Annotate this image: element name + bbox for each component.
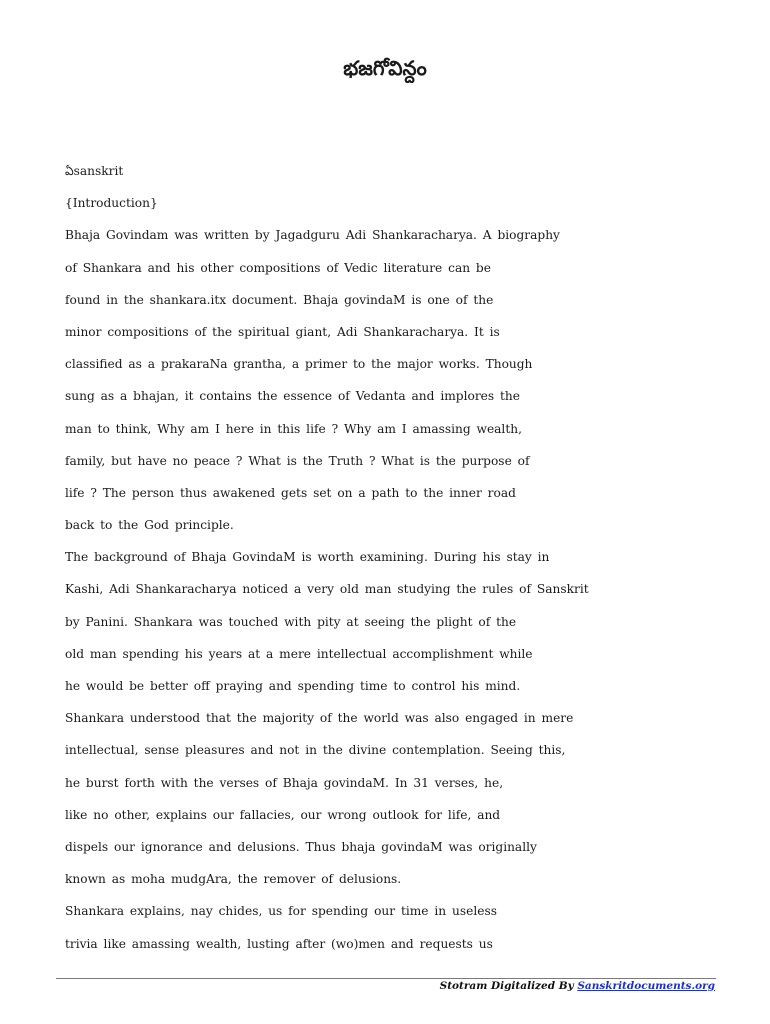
footer bbox=[440, 980, 715, 992]
footer-link[interactable]: Sanskritdocuments.org bbox=[577, 980, 715, 992]
footer-prefix: Stotram Digitalized By bbox=[439, 980, 578, 992]
text-line: classified as a prakaraNa grantha, a primer to the major works. Though bbox=[65, 357, 533, 372]
text-line: The background of Bhaja GovindaM is worth examining. During his stay in bbox=[65, 550, 550, 565]
text-line: intellectual, sense pleasures and not in the divine contemplation. Seeing this, bbox=[65, 743, 566, 758]
text-line: Shankara explains, nay chides, us for spending our time in useless bbox=[65, 904, 497, 919]
text-line: trivia like amassing wealth, lusting after (wo)men and requests us bbox=[65, 936, 493, 951]
text-line: sung as a bhajan, it contains the essence of Vedanta and implores the bbox=[65, 389, 520, 404]
text-line: he burst forth with the verses of Bhaja govindaM. In 31 verses, he, bbox=[65, 775, 504, 790]
text-line: old man spending his years at a mere intellectual accomplishment while bbox=[65, 646, 533, 661]
text-line: Kashi, Adi Shankaracharya noticed a very old man studying the rules of Sanskrit bbox=[65, 582, 589, 597]
text-line: back to the God principle. bbox=[65, 518, 234, 533]
text-line: he would be better off praying and spending time to control his mind. bbox=[65, 679, 521, 693]
text-line: life ? The person thus awakened gets set on a path to the inner road bbox=[65, 485, 516, 500]
text-line: like no other, explains our fallacies, our wrong outlook for life, and bbox=[65, 807, 501, 822]
text-line: found in the shankara.itx document. Bhaja govindaM is one of the bbox=[65, 292, 494, 307]
footer-divider bbox=[56, 978, 716, 979]
page-title: భజగోవిన్దం bbox=[343, 56, 427, 80]
text-line: man to think, Why am I here in this life ? Why am I amassing wealth, bbox=[65, 421, 522, 436]
text-line: Bhaja Govindam was written by Jagadguru Adi Shankaracharya. A biography bbox=[65, 228, 560, 243]
text-line: dispels our ignorance and delusions. Thus bhaja govindaM was originally bbox=[65, 839, 537, 854]
text-line: by Panini. Shankara was touched with pity at seeing the plight of the bbox=[65, 614, 517, 629]
text-line: {Introduction} bbox=[65, 196, 158, 211]
text-line: of Shankara and his other compositions of Vedic literature can be bbox=[65, 260, 491, 275]
text-line: known as moha mudgAra, the remover of delusions. bbox=[65, 872, 402, 887]
text-line: ఏsanskrit bbox=[65, 164, 124, 178]
document-body bbox=[65, 160, 725, 965]
text-line: Shankara understood that the majority of the world was also engaged in mere bbox=[65, 711, 574, 726]
text-line: minor compositions of the spiritual giant, Adi Shankaracharya. It is bbox=[65, 324, 500, 339]
text-line: family, but have no peace ? What is the Truth ? What is the purpose of bbox=[65, 453, 530, 468]
